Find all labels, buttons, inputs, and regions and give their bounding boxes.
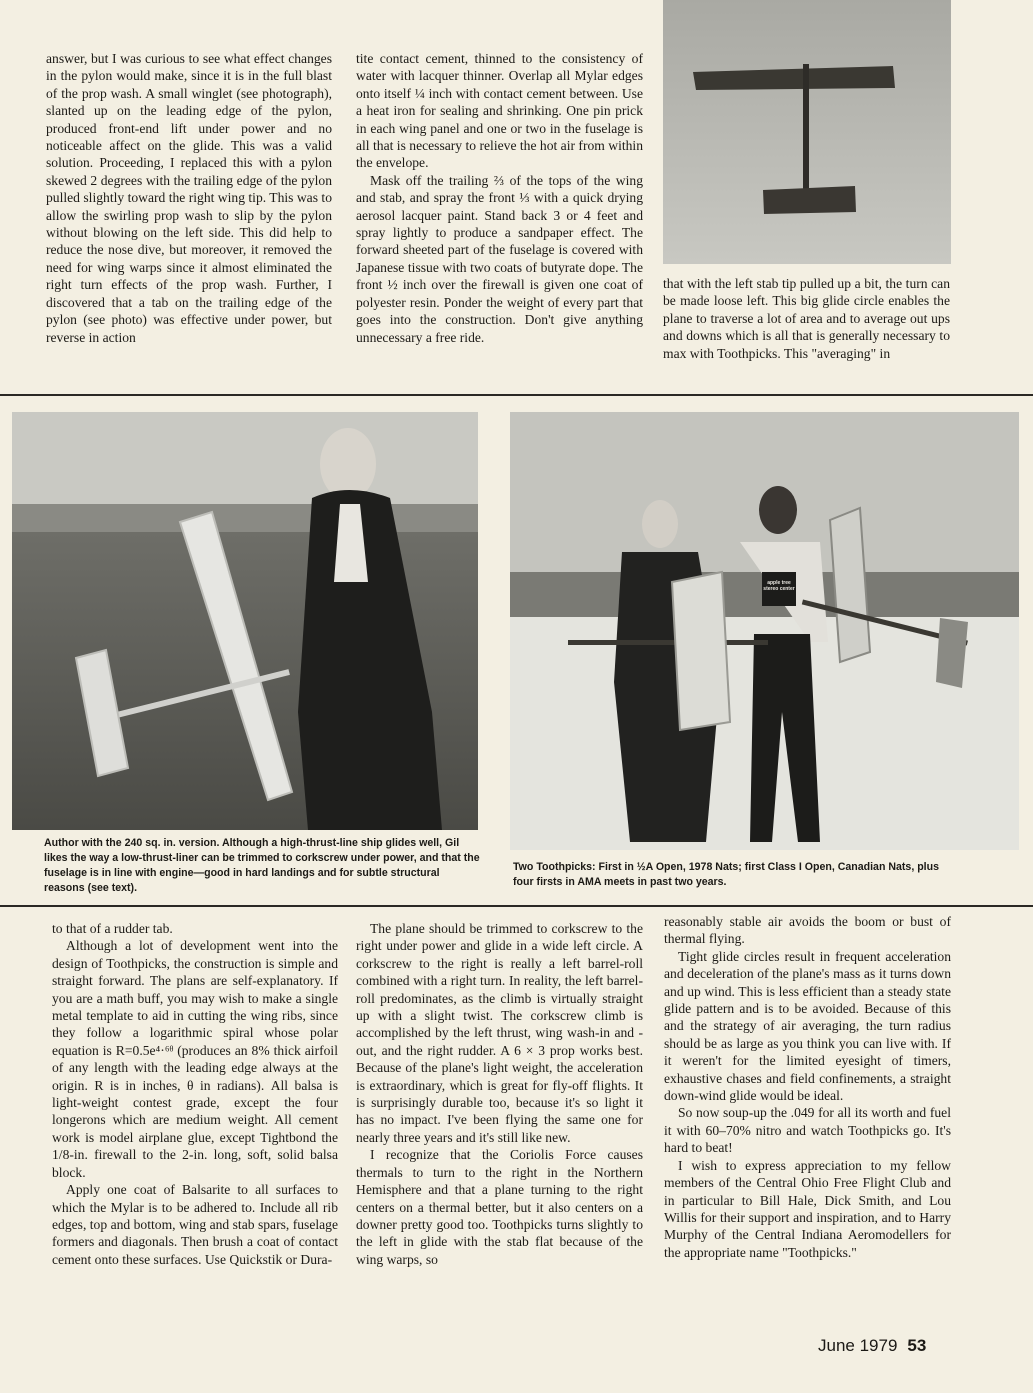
author-photo (12, 412, 478, 830)
paragraph: that with the left stab tip pulled up a bit, the turn can be made loose left. This big glide circle enables the plane to traverse a lot of area and to average out ups and downs which is all that is generally necessary to max with Toothpicks. This "averaging" in (663, 276, 950, 361)
section-divider-bottom (0, 905, 1033, 907)
paragraph: I recognize that the Coriolis Force causes thermals to turn to the right in the Northern Hemisphere and that a plane turning to the right centers on a thermal better, but it also centers on a downer pretty good too. Toothpicks turns slightly to the left in glide with the stab flat because of the wing warps, so (356, 1147, 643, 1267)
paragraph: Mask off the trailing ⅔ of the tops of the wing and stab, and spray the front ⅓ with a quick drying aerosol lacquer paint. Stand back 3 or 4 feet and spray lightly to produce a sandpaper effect. The forward sheeted part of the fuselage is covered with Japanese tissue with two coats of butyrate dope. The front ½ inch over the firewall is given one coat of polyester resin. Ponder the weight of every part that goes into the construction. Don't give anything unnecessary a free ride. (356, 172, 643, 345)
section-divider-top (0, 394, 1033, 396)
paragraph: Tight glide circles result in frequent acceleration and deceleration of the plane's mass as it turns down and up wind. This is less efficient than a steady state glide pattern and is to be avoided. Because of this and the strategy of air averaging, the turn radius should be as large as you think you can live with. If it weren't for the limited eyesight of timers, exhaustive chases and field confinements, a straight down-wind glide would be ideal. (664, 948, 951, 1104)
top-left-column (46, 50, 332, 346)
page-footer (818, 1336, 926, 1356)
paragraph: tite contact cement, thinned to the consistency of water with lacquer thinner. Overlap all Mylar edges onto itself ¼ inch with contact cement between. Use a heat iron for sealing and shrinking. One pin prick in each wing panel and one or two in the fuselage is all that is necessary to relieve the hot air from within the envelope. (356, 51, 643, 171)
shirt-logo-text: apple tree stereo center (763, 580, 795, 592)
paragraph: to that of a rudder tab. (52, 921, 173, 936)
glider-flight-image (663, 0, 951, 264)
paragraph: Apply one coat of Balsarite to all surfaces to which the Mylar is to be adhered to. Include all rib edges, top and bottom, wing and stab spars, fuselage formers and diagonals. Then brush a coat of contact cement onto these surfaces. Use Quickstik or Dura- (52, 1182, 338, 1267)
paragraph: I wish to express appreciation to my fellow members of the Central Ohio Free Flight Club and in particular to Bill Hale, Dick Smith, and Lou Willis for their support and inspiration, and to Harry Murphy of the Central Indiana Aeromodellers for the appropriate name "Toothpicks." (664, 1157, 951, 1260)
bottom-left-column (52, 920, 338, 1268)
top-right-column (663, 275, 950, 362)
page-number: 53 (907, 1336, 927, 1355)
paragraph: answer, but I was curious to see what effect changes in the pylon would make, since it is in the full blast of the prop wash. A small winglet (see photograph), slanted up on the leading edge of the pylon, produced front-end lift under power and no noticeable affect on the glide. This was a valid solution. Proceeding, I replaced this with a pylon skewed 2 degrees with the trailing edge of the pylon pulled slightly toward the right wing tip. This was to allow the swirling prop wash to slip by the pylon without blowing on the left side. This did help to reduce the nose dive, but moreover, it removed the need for wing warps since it almost eliminated the right turn effects of the prop wash. Further, I discovered that a tab on the trailing edge of the pylon (see photo) was effective under power, but reverse in action (46, 51, 332, 345)
bottom-middle-column (356, 920, 643, 1268)
paragraph: Although a lot of development went into the design of Toothpicks, the construction is simple and straight forward. The plans are self-explanatory. If you are a math buff, you may wish to make a single metal template to aid in cutting the wing ribs, since they follow a logarithmic spiral whose polar equation is R=0.5e⁴·⁶ᶿ (produces an 8% thick airfoil of any length with the leading edge always at the origin. R is in inches, θ in radians). All balsa is light-weight contest grade, except the four longerons which are medium weight. All cement work is model airplane glue, except Tightbond the 1/8-in. firewall to the 2-in. long, soft, solid balsa block. (52, 938, 338, 1180)
top-middle-column (356, 50, 643, 346)
author-with-glider-image (12, 412, 478, 830)
two-men-with-gliders-image (510, 412, 1019, 850)
paragraph: So now soup-up the .049 for all its worth and fuel it with 60–70% nitro and watch Toothpicks go. It's hard to beat! (664, 1105, 951, 1156)
issue-date: June 1979 (818, 1336, 898, 1355)
bottom-right-column (664, 913, 951, 1261)
two-toothpicks-photo (510, 412, 1019, 850)
paragraph: reasonably stable air avoids the boom or bust of thermal flying. (664, 914, 951, 947)
two-toothpicks-caption: Two Toothpicks: First in ½A Open, 1978 Nats; first Class I Open, Canadian Nats, plus four firsts in AMA meets in past two years. (513, 861, 939, 888)
author-photo-caption: Author with the 240 sq. in. version. Although a high-thrust-line ship glides well, Gil likes the way a low-thrust-liner can be trimmed to corkscrew under power, and that the fuselage is in line with engine—good in hard landings and for subtle structural reasons (see text). (44, 837, 480, 894)
paragraph: The plane should be trimmed to corkscrew to the right under power and glide in a wide left circle. A corkscrew to the right is really a left barrel-roll combined with a right turn. In reality, the left barrel-roll predominates, as the climb is virtually straight up with a slight twist. The corkscrew climb is accomplished by the left thrust, wing wash-in and -out, and the right rudder. A 6 × 3 prop works best. Because of the plane's light weight, the acceleration is extraordinary, which is great for fly-off flights. It is surprisingly durable too, because it's so light it has no impact. I've been flying the same one for nearly three years and it's still like new. (356, 921, 643, 1145)
glider-flight-photo (663, 0, 951, 264)
